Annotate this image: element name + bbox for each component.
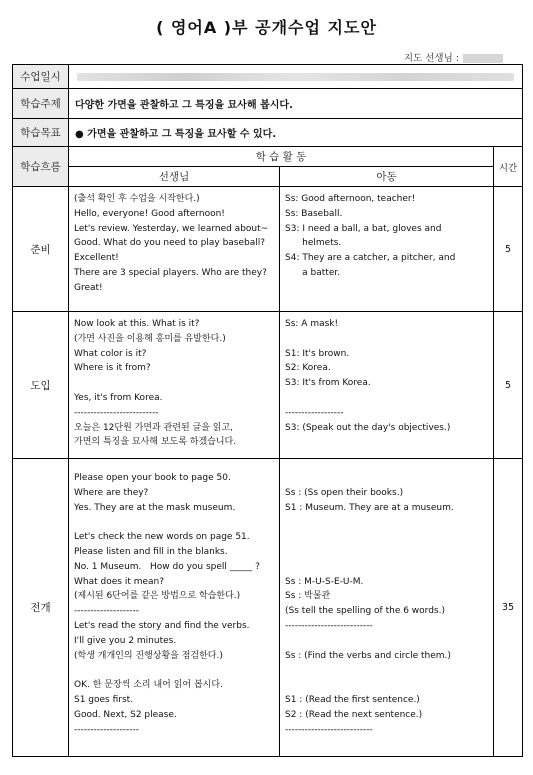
page-title: ( 영어A )부 공개수업 지도안 bbox=[156, 18, 377, 37]
activity-line: Ss: A mask! bbox=[285, 319, 339, 329]
activity-line: --------------------------- bbox=[285, 620, 373, 631]
student-header: 아동 bbox=[280, 167, 494, 187]
activity-line bbox=[285, 530, 488, 545]
stage-label: 도입 bbox=[13, 312, 69, 459]
activity-line: (가면 사진을 이용해 흥미를 유발한다.) bbox=[74, 333, 226, 344]
teacher-label: 지도 선생님 : bbox=[403, 53, 459, 64]
lesson-plan-table bbox=[12, 64, 523, 757]
activity-line bbox=[74, 515, 274, 530]
teacher-lines bbox=[74, 317, 274, 450]
role-header-row bbox=[13, 167, 523, 187]
teacher-lines bbox=[74, 192, 274, 296]
activity-line bbox=[285, 560, 488, 575]
stage-time: 5 bbox=[494, 312, 523, 459]
activity-line: ------------------ bbox=[285, 407, 344, 418]
activity-line bbox=[285, 678, 488, 693]
teacher-header: 선생님 bbox=[69, 167, 280, 187]
flow-label: 학습흐름 bbox=[13, 147, 69, 187]
student-lines bbox=[285, 192, 488, 281]
activity-line: I'll give you 2 minutes. bbox=[74, 635, 177, 646]
teacher-lines bbox=[74, 471, 274, 737]
activity-line: (출석 확인 후 수업을 시작한다.) bbox=[74, 194, 200, 204]
activity-line: Where are they? bbox=[74, 487, 149, 498]
activity-line bbox=[74, 376, 274, 391]
teacher-activity bbox=[69, 312, 280, 459]
stage-row-development bbox=[13, 459, 523, 757]
activity-line bbox=[285, 391, 488, 406]
activity-line: S2 : (Read the next sentence.) bbox=[285, 709, 423, 720]
time-header: 시간 bbox=[494, 147, 523, 187]
date-label: 수업일시 bbox=[13, 65, 69, 89]
activity-line bbox=[285, 471, 488, 486]
activity-line: Good. What do you need to play baseball? bbox=[74, 238, 266, 249]
teacher-activity bbox=[69, 187, 280, 312]
activity-line: S3: It's from Korea. bbox=[285, 378, 371, 389]
activity-line: Ss: Good afternoon, teacher! bbox=[285, 194, 416, 204]
activity-line: Ss : 박물관 bbox=[285, 591, 331, 602]
topic-label: 학습주제 bbox=[13, 89, 69, 119]
activity-line: Where is it from? bbox=[74, 363, 151, 374]
goal-value: ● 가면을 관찰하고 그 특징을 묘사할 수 있다. bbox=[69, 119, 523, 147]
activity-line: S2: Korea. bbox=[285, 363, 331, 374]
activity-line: Yes. They are at the mask museum. bbox=[74, 502, 236, 513]
date-value-redacted bbox=[69, 65, 523, 89]
activity-line: -------------------------- bbox=[74, 407, 159, 418]
activity-line: -------------------- bbox=[74, 724, 139, 735]
student-activity bbox=[280, 312, 494, 459]
activity-line bbox=[74, 663, 274, 678]
activity-line: S1 goes first. bbox=[74, 694, 134, 705]
activity-line: What color is it? bbox=[74, 348, 147, 359]
activity-line: (제시된 6단어를 같은 방법으로 학습한다.) bbox=[74, 591, 241, 602]
stage-label: 전개 bbox=[13, 459, 69, 757]
activity-line: Great! bbox=[74, 282, 103, 293]
activity-header-row bbox=[13, 147, 523, 167]
teacher-activity bbox=[69, 459, 280, 757]
activity-line: Let's review. Yesterday, we learned about~ bbox=[74, 223, 269, 234]
activity-line: Let's check the new words on page 51. bbox=[74, 532, 250, 543]
teacher-name-line bbox=[404, 50, 503, 64]
activity-line bbox=[285, 515, 488, 530]
activity-line: S1: It's brown. bbox=[285, 348, 350, 359]
activity-line: Ss : (Find the verbs and circle them.) bbox=[285, 650, 451, 661]
activity-line: S1 : (Read the first sentence.) bbox=[285, 694, 420, 705]
activity-line: Ss : M-U-S-E-U-M. bbox=[285, 576, 364, 587]
stage-row-prepare bbox=[13, 187, 523, 312]
activity-line: 가면의 특징을 묘사해 보도록 하겠습니다. bbox=[74, 437, 237, 448]
student-lines bbox=[285, 471, 488, 737]
activity-line: Excellent! bbox=[74, 253, 119, 264]
activity-line: What does it mean? bbox=[74, 576, 165, 587]
stage-label: 준비 bbox=[13, 187, 69, 312]
activity-line: 오늘은 12단원 가면과 관련된 글을 읽고, bbox=[74, 422, 234, 433]
stage-row-intro bbox=[13, 312, 523, 459]
topic-value: 다양한 가면을 관찰하고 그 특징을 묘사해 봅시다. bbox=[69, 89, 523, 119]
activity-line: Ss : (Ss open their books.) bbox=[285, 487, 404, 498]
activity-line: Please open your book to page 50. bbox=[74, 473, 231, 483]
activity-line: S3: (Speak out the day's objectives.) bbox=[285, 422, 451, 433]
date-row bbox=[13, 65, 523, 89]
activity-line: (학생 개개인의 진행상황을 점검한다.) bbox=[74, 650, 223, 661]
stage-time: 35 bbox=[494, 459, 523, 757]
redacted-teacher-name bbox=[463, 54, 503, 63]
activity-line: Please listen and fill in the blanks. bbox=[74, 546, 228, 557]
activity-line: Let's read the story and find the verbs. bbox=[74, 620, 250, 631]
student-lines bbox=[285, 317, 488, 435]
activity-line bbox=[285, 663, 488, 678]
activity-line: Ss: Baseball. bbox=[285, 208, 343, 219]
goal-label: 학습목표 bbox=[13, 119, 69, 147]
topic-row bbox=[13, 89, 523, 119]
activity-line bbox=[285, 332, 488, 347]
activity-line: S4: They are a catcher, a pitcher, and bbox=[285, 253, 456, 264]
activity-line: S3: I need a ball, a bat, gloves and bbox=[285, 223, 442, 234]
activity-line: Yes, it's from Korea. bbox=[74, 392, 163, 403]
redacted-date-bar bbox=[77, 73, 514, 81]
activity-line: (Ss tell the spelling of the 6 words.) bbox=[285, 606, 445, 617]
activity-line: helmets. bbox=[285, 238, 342, 249]
activity-header: 학 습 활 동 bbox=[69, 147, 494, 167]
activity-line: No. 1 Museum. How do you spell _____ ? bbox=[74, 561, 260, 572]
activity-line: --------------------------- bbox=[285, 724, 373, 735]
activity-line: a batter. bbox=[285, 267, 341, 278]
goal-row bbox=[13, 119, 523, 147]
activity-line: Now look at this. What is it? bbox=[74, 319, 200, 329]
activity-line: S1 : Museum. They are at a museum. bbox=[285, 502, 454, 513]
student-activity bbox=[280, 187, 494, 312]
stage-time: 5 bbox=[494, 187, 523, 312]
activity-line bbox=[285, 545, 488, 560]
activity-line: OK. 한 문장씩 소리 내어 읽어 봅시다. bbox=[74, 680, 223, 691]
student-activity bbox=[280, 459, 494, 757]
activity-line: -------------------- bbox=[74, 606, 139, 617]
activity-line: Good. Next, S2 please. bbox=[74, 709, 177, 720]
activity-line bbox=[285, 634, 488, 649]
activity-line: Hello, everyone! Good afternoon! bbox=[74, 208, 225, 219]
activity-line: There are 3 special players. Who are they? bbox=[74, 267, 267, 278]
